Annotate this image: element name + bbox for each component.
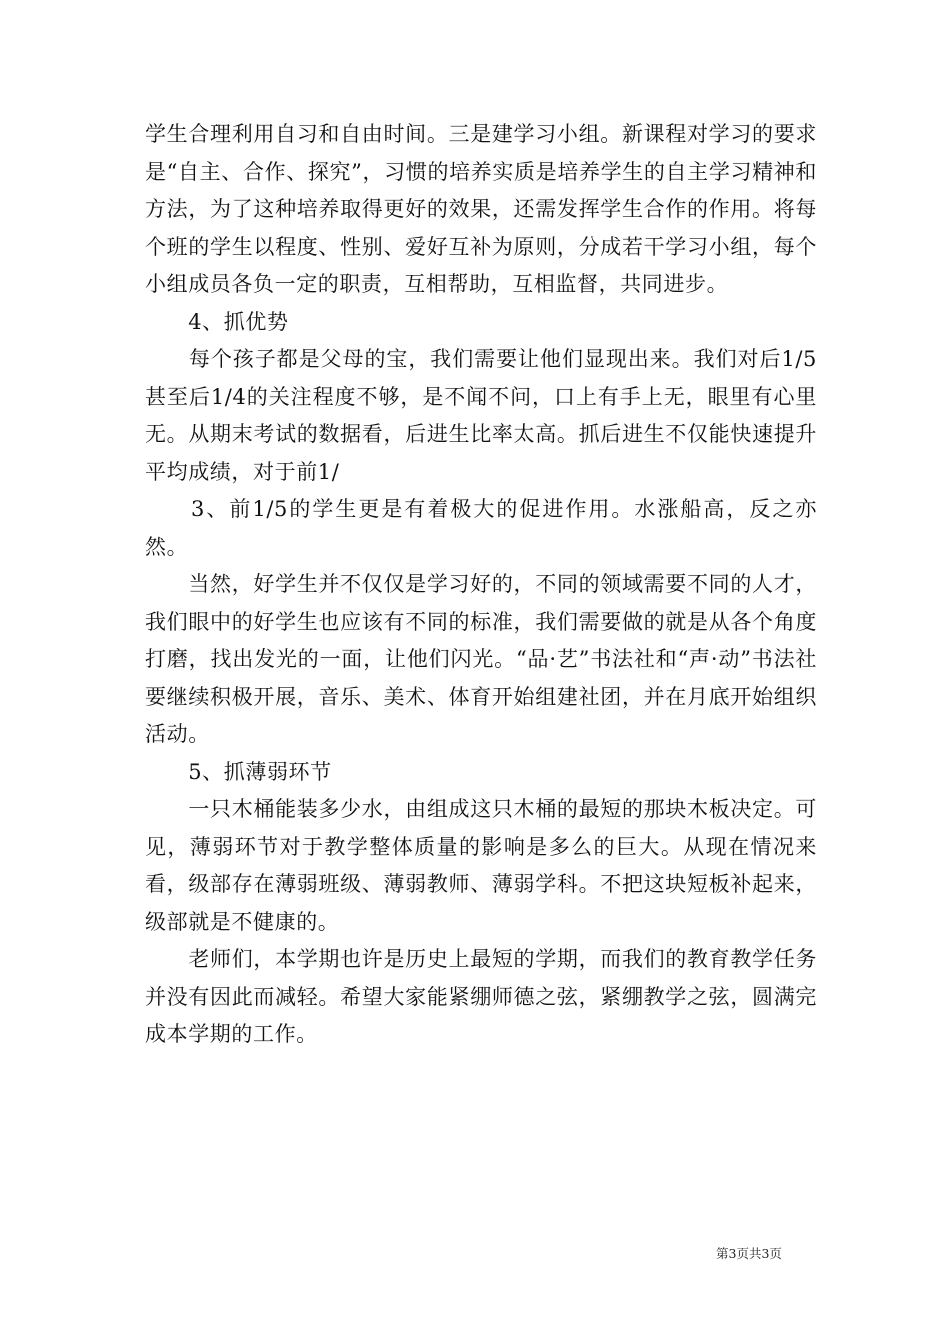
document-body (145, 116, 817, 1054)
paragraph-closing: 老师们，本学期也许是历史上最短的学期，而我们的教育教学任务并没有因此而减轻。希望大家能紧绷师德之弦，紧绷教学之弦，圆满完成本学期的工作。 (145, 947, 817, 1046)
paragraph-weak-links: 一只木桶能装多少水，由组成这只木桶的最短的那块木板决定。可见，薄弱环节对于教学整体质量的影响是多么的巨大。从现在情况来看，级部存在薄弱班级、薄弱教师、薄弱学科。不把这块短板补起来，级部就是不健康的。 (145, 797, 817, 934)
paragraph-top-fifth: 3、前1/5的学生更是有着极大的促进作用。水涨船高，反之亦然。 (145, 497, 817, 559)
page-number: 第3页共3页 (716, 1246, 782, 1261)
paragraph-good-students: 当然，好学生并不仅仅是学习好的，不同的领域需要不同的人才，我们眼中的好学生也应该有不同的标准，我们需要做的就是从各个角度打磨，找出发光的一面，让他们闪光。“品·艺”书法社和“声·动”书法社要继续积极开展，音乐、美术、体育开始组建社团，并在月底开始组织活动。 (145, 572, 817, 746)
paragraph-continued-study-groups: 学生合理利用自习和自由时间。三是建学习小组。新课程对学习的要求是“自主、合作、探究”，习惯的培养实质是培养学生的自主学习精神和方法，为了这种培养取得更好的效果，还需发挥学生合作的作用。将每个班的学生以程度、性别、爱好互补为原则，分成若干学习小组，每个小组成员各负一定的职责，互相帮助，互相监督，共同进步。 (145, 122, 817, 296)
heading-4-strengths: 4、抓优势 (145, 309, 289, 334)
heading-5-weak-links: 5、抓薄弱环节 (145, 759, 332, 784)
paragraph-strengths: 每个孩子都是父母的宝，我们需要让他们显现出来。我们对后1/5甚至后1/4的关注程度不够，是不闻不问，口上有手上无，眼里有心里无。从期末考试的数据看，后进生比率太高。抓后进生不仅能快速提升平均成绩，对于前1/ (145, 347, 817, 484)
